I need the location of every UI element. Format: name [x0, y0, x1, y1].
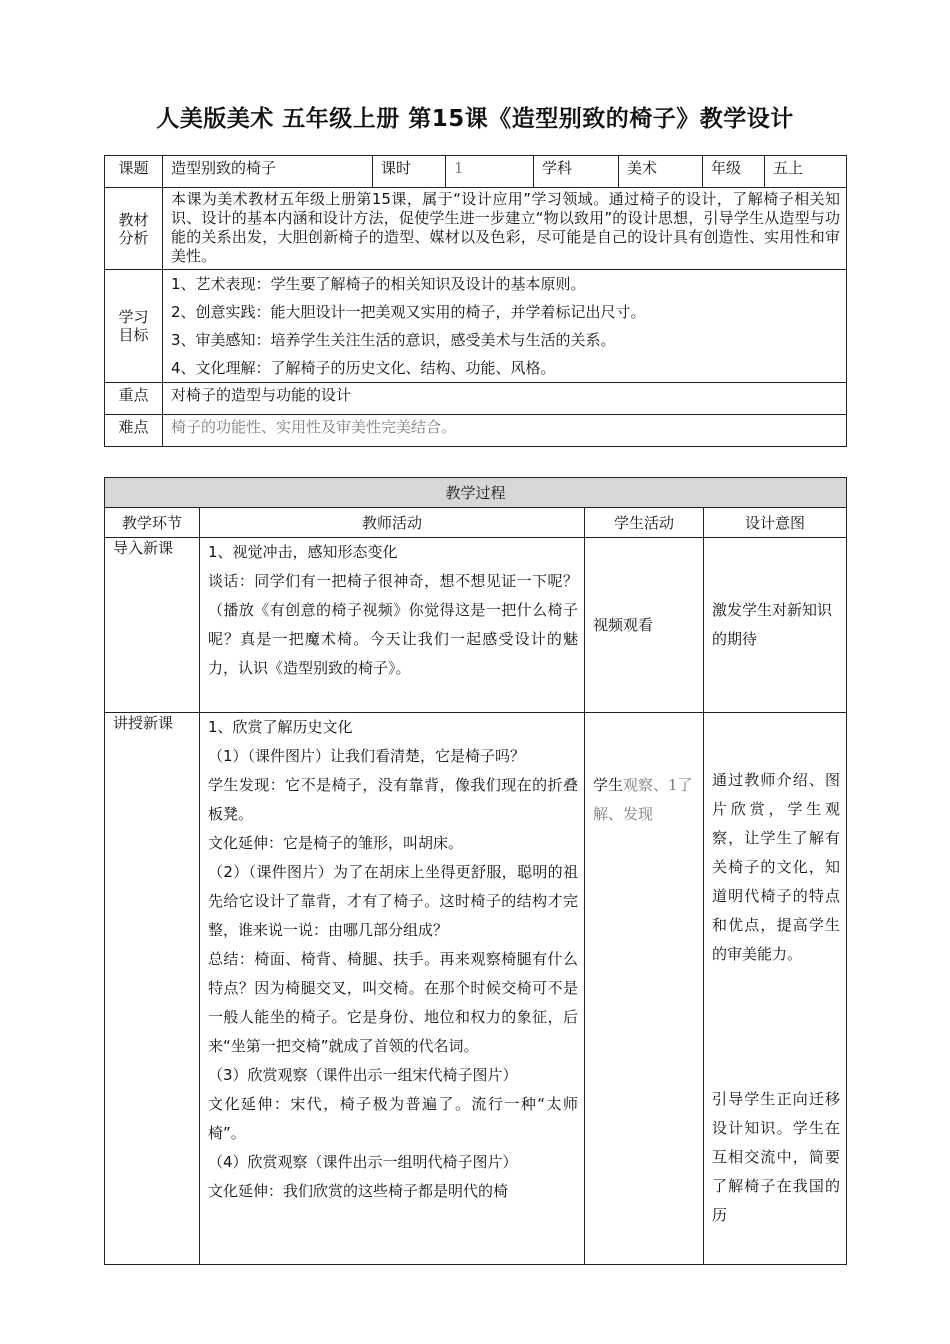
key-text: 对椅子的造型与功能的设计	[163, 383, 847, 415]
stage-cell: 导入新课	[105, 538, 200, 713]
process-header: 教学过程	[105, 478, 847, 508]
process-row-lecture	[105, 713, 847, 1265]
info-row-analysis	[105, 188, 847, 270]
analysis-text: 本课为美术教材五年级上册第15课，属于“设计应用”学习领域。通过椅子的设计，了解椅子相关知识、设计的基本内涵和设计方法，促使学生进一步建立“物以致用”的设计思想，引导学生从造型与功能的关系出发，大胆创新椅子的造型、媒材以及色彩，尽可能是自己的设计具有创造性、实用性和审美性。	[163, 188, 847, 270]
hours-label: 课时	[373, 156, 446, 188]
design-intent: 通过教师介绍、图片欣赏，学生观察，让学生了解有关椅子的文化，知道明代椅子的特点和优点，提高学生的审美能力。 引导学生正向迁移设计知识。学生在互相交流中，简要了解椅子在我国的历	[704, 713, 847, 1265]
page-title: 人美版美术 五年级上册 第15课《造型别致的椅子》教学设计	[156, 106, 794, 132]
column-header: 学生活动	[585, 508, 704, 538]
info-row-difficulty	[105, 415, 847, 447]
student-activity: 视频观看	[585, 538, 704, 713]
grade-label: 年级	[703, 156, 765, 188]
goal-item: 2、创意实践：能大胆设计一把美观又实用的椅子，并学着标记出尺寸。	[171, 303, 646, 321]
teacher-activity: 1、视觉冲击，感知形态变化 谈话：同学们有一把椅子很神奇，想不想见证一下呢？（播放《有创意的椅子视频》你觉得这是一把什么椅子呢？真是一把魔术椅。今天让我们一起感受设计的魅力，认识《造型别致的椅子》。	[200, 538, 585, 713]
subject-label: 学科	[534, 156, 619, 188]
analysis-label: 教材 分析	[105, 188, 163, 270]
column-header: 教学环节	[105, 508, 200, 538]
stage-cell: 讲授新课	[105, 713, 200, 1265]
column-header: 教师活动	[200, 508, 585, 538]
topic-value: 造型别致的椅子	[163, 156, 373, 188]
goal-item: 4、文化理解：了解椅子的历史文化、结构、功能、风格。	[171, 359, 556, 377]
goals-list	[163, 270, 847, 383]
info-row-goals	[105, 270, 847, 383]
difficulty-text: 椅子的功能性、实用性及审美性完美结合。	[163, 415, 847, 447]
topic-label: 课题	[105, 156, 163, 188]
column-header: 设计意图	[704, 508, 847, 538]
teacher-activity: 1、欣赏了解历史文化 （1）（课件图片）让我们看清楚，它是椅子吗？ 学生发现：它不是椅子，没有靠背，像我们现在的折叠板凳。 文化延伸：它是椅子的雏形，叫胡床。 （2）（课件图片）为了在胡床上坐得更舒服，聪明的祖先给它设计了靠背，才有了椅子。这时椅子的结构才完整，谁来说一说：由哪几部分组成？ 总结：椅面、椅背、椅腿、扶手。再来观察椅腿有什么特点？因为椅腿交叉，叫交椅。在那个时候交椅可不是一般人能坐的椅子。它是身份、地位和权力的象征，后来“坐第一把交椅”就成了首领的代名词。 （3）欣赏观察（课件出示一组宋代椅子图片） 文化延伸：宋代，椅子极为普遍了。流行一种“太师椅”。 （4）欣赏观察（课件出示一组明代椅子图片） 文化延伸：我们欣赏的这些椅子都是明代的椅	[200, 713, 585, 1265]
difficulty-label: 难点	[105, 415, 163, 447]
student-activity: 学生观察、1了解、发现	[585, 713, 704, 1265]
goals-label: 学习 目标	[105, 270, 163, 383]
teaching-process-table	[104, 477, 847, 1265]
process-column-headers	[105, 508, 847, 538]
goal-item: 1、艺术表现：学生要了解椅子的相关知识及设计的基本原则。	[171, 275, 586, 293]
grade-value: 五上	[765, 156, 847, 188]
design-intent: 激发学生对新知识的期待	[704, 538, 847, 713]
subject-value: 美术	[619, 156, 703, 188]
process-row-intro	[105, 538, 847, 713]
key-label: 重点	[105, 383, 163, 415]
info-row-topic	[105, 156, 847, 188]
goal-item: 3、审美感知：培养学生关注生活的意识，感受美术与生活的关系。	[171, 331, 616, 349]
info-row-key	[105, 383, 847, 415]
hours-value: 1	[446, 156, 534, 188]
course-info-table	[104, 155, 847, 447]
